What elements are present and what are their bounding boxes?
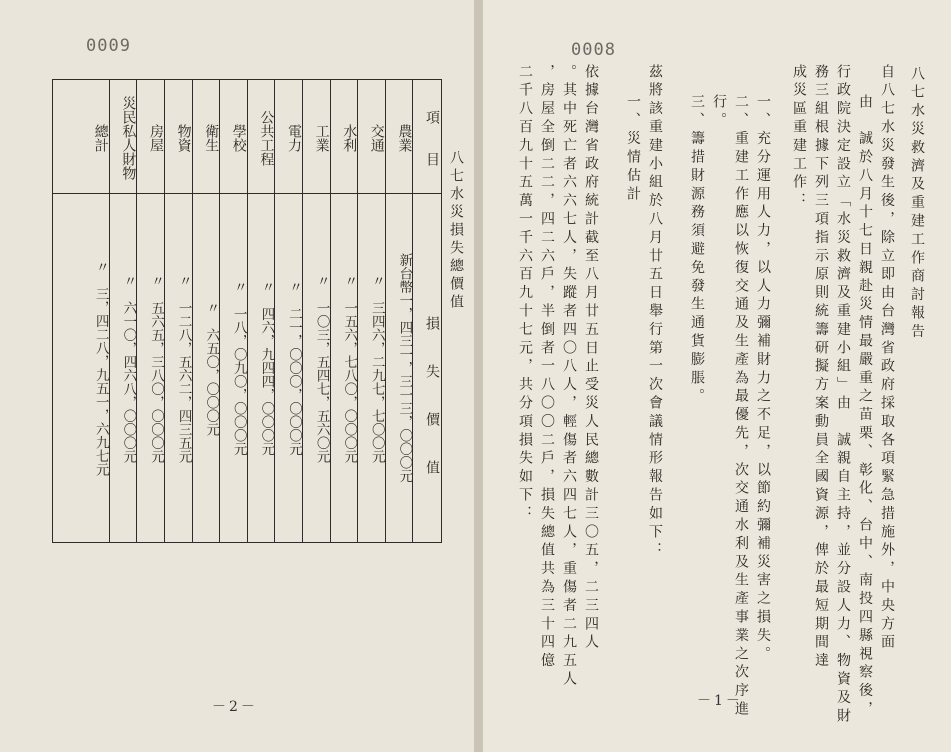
report-line: 二千八百九十五萬一千六百九十七元，共分項損失如下： bbox=[517, 64, 533, 524]
loss-value: 〃 六五〇，〇〇〇元 bbox=[203, 300, 220, 436]
category-name: 工業 bbox=[313, 124, 330, 152]
table-column bbox=[136, 80, 164, 542]
report-line: 務三組根據下列三項指示原則統籌研擬方案動員全國資源，俾於最短期間達 bbox=[813, 64, 829, 672]
category-name: 交通 bbox=[368, 124, 385, 152]
report-line: 成災區重建工作： bbox=[791, 64, 807, 212]
page-stamp: 0008 bbox=[571, 40, 616, 60]
table-column bbox=[192, 80, 220, 542]
left-page bbox=[0, 0, 474, 752]
loss-value: 〃 一二八，五六二，四三五元 bbox=[175, 273, 192, 463]
table-column bbox=[330, 80, 358, 542]
report-line: 。其中死亡者六六七人，失蹤者四〇八人，輕傷者六四七人，重傷者二九五人 bbox=[561, 64, 577, 690]
report-line: 三、籌措財源務須避免發生通貨膨脹。 bbox=[689, 94, 705, 407]
table-column bbox=[109, 80, 137, 542]
loss-value: 〃 六一〇，四六八，〇〇〇元 bbox=[120, 273, 137, 463]
table-column bbox=[81, 80, 109, 542]
report-line: 由 誠於八月十七日親赴災情最嚴重之苗栗、彰化、台中、南投四縣視察後， bbox=[857, 94, 873, 720]
page-number: －2－ bbox=[212, 699, 258, 715]
table-column bbox=[164, 80, 192, 542]
loss-value: 〃 一五六，七八〇，〇〇〇元 bbox=[341, 273, 358, 463]
header-item-label: 項 目 bbox=[423, 110, 440, 166]
category-name: 總計 bbox=[92, 124, 109, 152]
loss-table bbox=[52, 79, 442, 543]
report-title: 八七水災救濟及重建工作商討報告 bbox=[909, 66, 925, 342]
book-gutter bbox=[474, 0, 483, 752]
table-column bbox=[274, 80, 302, 542]
page-number: －1－ bbox=[697, 693, 743, 709]
category-name: 公共工程 bbox=[258, 110, 275, 166]
category-name: 學校 bbox=[230, 124, 247, 152]
header-value-label: 損 失 價 值 bbox=[423, 316, 440, 484]
report-line: 依據台灣省政府統計截至八月廿五日止受災人民總數計三〇五，二三四人 bbox=[583, 64, 599, 653]
report-line: ，房屋全倒二二，四二六戶，半倒者一八〇〇二戶，損失總值共為三十四億 bbox=[539, 64, 555, 672]
category-name: 災民私人財物 bbox=[120, 96, 137, 180]
loss-value: 〃 五六五，三八〇，〇〇〇元 bbox=[147, 273, 164, 463]
table-column bbox=[385, 80, 413, 542]
loss-value: 〃 一八，〇九〇，〇〇〇元 bbox=[230, 280, 247, 456]
loss-value: 〃 三四六，二九七，七〇〇元 bbox=[368, 273, 385, 463]
table-title: 八七水災損失總價值 bbox=[448, 150, 464, 312]
category-name: 農業 bbox=[396, 124, 413, 152]
report-line: 一、充分運用人力，以人力彌補財力之不足，以節約彌補災害之損失。 bbox=[755, 94, 771, 665]
loss-value: 〃 四六，九四四，〇〇〇元 bbox=[258, 280, 275, 456]
loss-value: 〃 三，四二八，九五一，六九七元 bbox=[92, 260, 109, 476]
report-line: 茲將該重建小組於八月廿五日舉行第一次會議情形報告如下： bbox=[647, 64, 663, 561]
loss-value: 〃 二一，〇〇〇，〇〇〇元 bbox=[285, 280, 302, 456]
category-name: 物資 bbox=[175, 124, 192, 152]
category-name: 電力 bbox=[285, 124, 302, 152]
right-page bbox=[483, 0, 951, 752]
report-line: 行政院決定設立「水災救濟及重建小組」由 誠親自主持，並分設人力、物資及財 bbox=[835, 64, 851, 727]
category-name: 房屋 bbox=[147, 124, 164, 152]
report-line: 自八七水災發生後，除立即由台灣省政府採取各項緊急措施外，中央方面 bbox=[879, 64, 895, 653]
report-line: 一、災情估計 bbox=[625, 94, 641, 205]
page-stamp: 0009 bbox=[86, 36, 131, 56]
report-line: 二、重建工作應以恢復交通及生產為最優先，次交通水利及生產事業之次序進 bbox=[733, 94, 749, 720]
loss-value: 〃 一〇三，五四七，五六〇元 bbox=[313, 273, 330, 463]
table-column bbox=[357, 80, 385, 542]
report-line: 行。 bbox=[711, 94, 727, 131]
category-name: 水利 bbox=[341, 124, 358, 152]
header-column bbox=[412, 80, 440, 542]
table-column bbox=[247, 80, 275, 542]
category-name: 衛生 bbox=[203, 124, 220, 152]
table-column bbox=[219, 80, 247, 542]
loss-value: 新台幣一，四三一，三一三，〇〇〇元 bbox=[396, 253, 413, 483]
table-column bbox=[302, 80, 330, 542]
